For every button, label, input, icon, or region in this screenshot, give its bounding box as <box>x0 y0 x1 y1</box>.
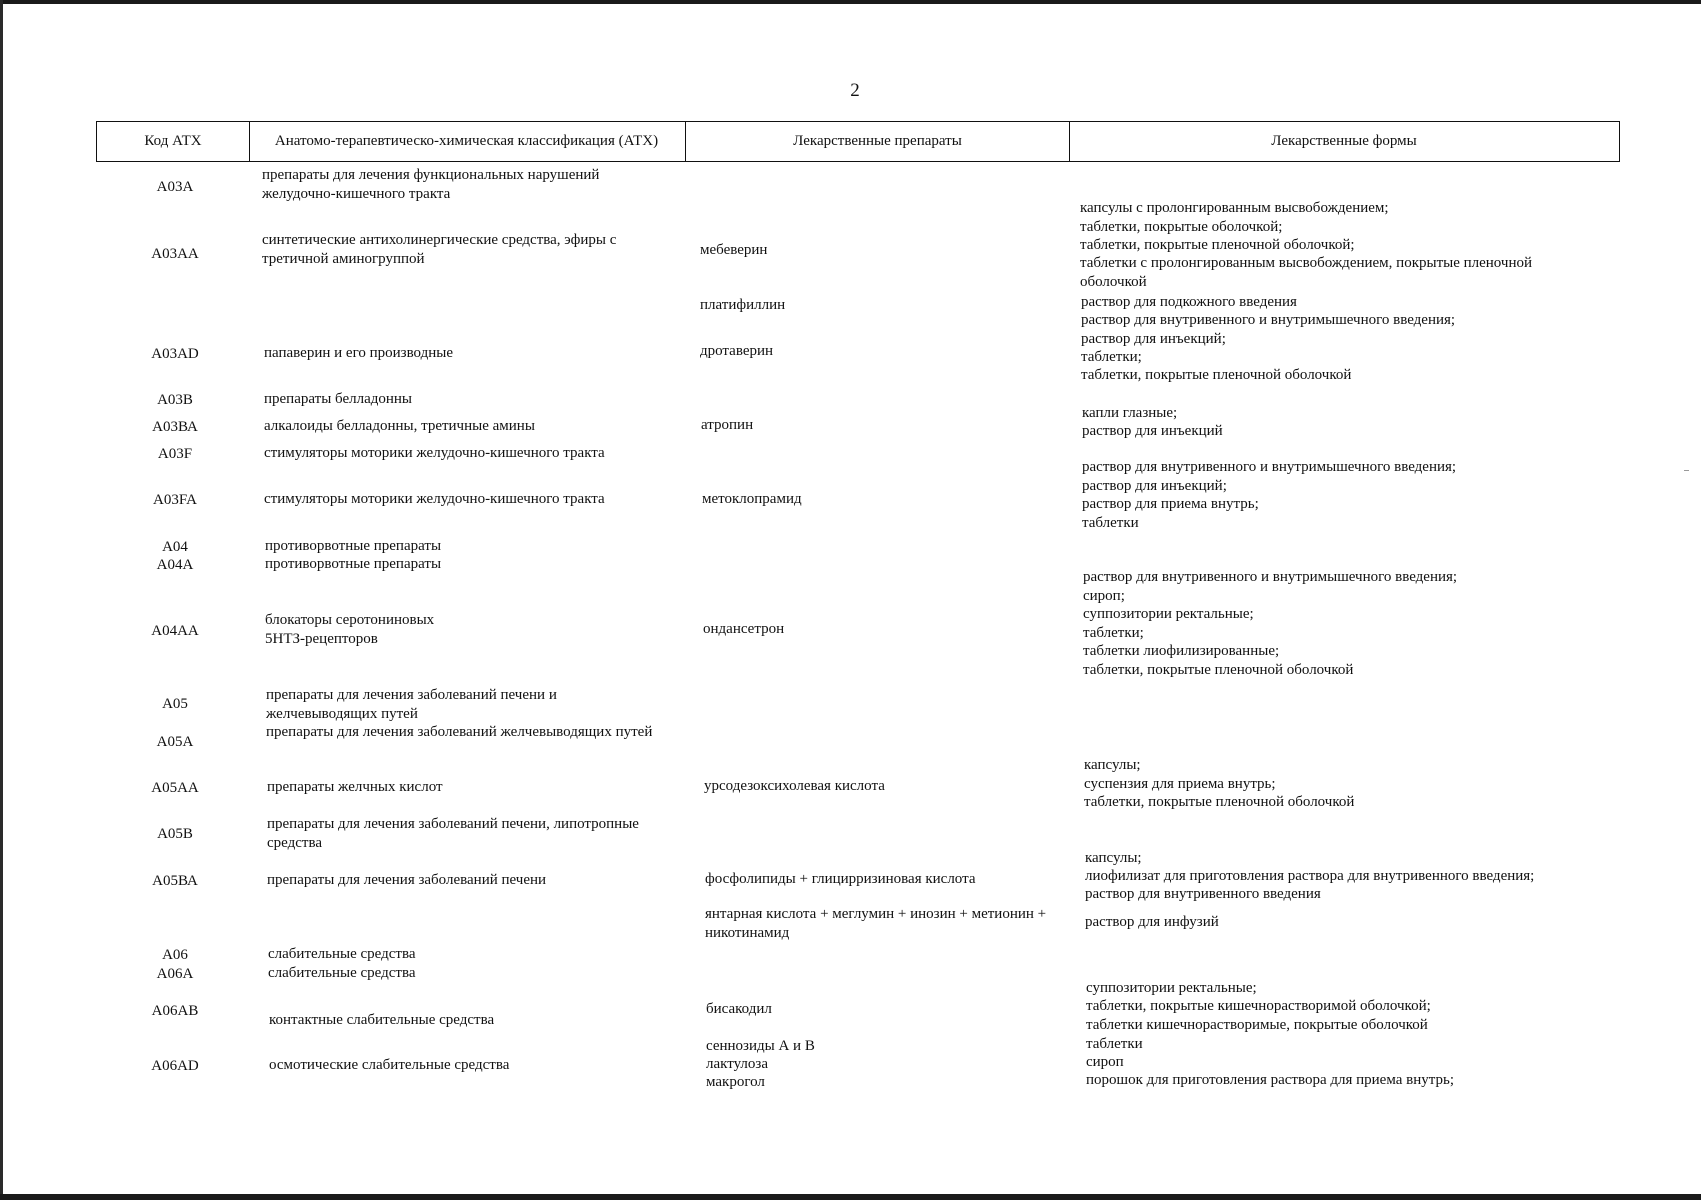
dosage-form: лиофилизат для приготовления раствора для внутривенного введения; <box>1085 868 1535 884</box>
atc-code: А03АА <box>151 246 199 262</box>
scan-border-top <box>0 0 1701 4</box>
atc-classification: препараты для лечения заболеваний печени <box>267 872 547 888</box>
atc-classification: синтетические антихолинергические средства, эфиры с третичной аминогруппой <box>262 232 617 267</box>
scan-speck <box>1684 470 1689 471</box>
dosage-form: раствор для инъекций; <box>1082 478 1227 494</box>
atc-classification: слабительные средства <box>268 965 416 981</box>
atc-code: А03AD <box>151 346 199 362</box>
dosage-form: суппозитории ректальные; <box>1086 980 1257 996</box>
atc-classification: противорвотные препараты <box>265 538 442 554</box>
atc-code: А05В <box>157 826 193 842</box>
dosage-form: раствор для инъекций; <box>1081 331 1226 347</box>
dosage-form: таблетки <box>1086 1036 1143 1052</box>
atc-classification: препараты для лечения заболеваний печени и желчевыводящих путей <box>266 687 557 722</box>
atc-code: А05А <box>156 734 194 750</box>
dosage-form: таблетки, покрытые пленочной оболочкой <box>1081 367 1352 383</box>
atc-classification: препараты для лечения функциональных нарушений желудочно-кишечного тракта <box>262 167 600 202</box>
atc-code: A06AD <box>151 1058 199 1074</box>
atc-code: А03ВА <box>152 419 198 435</box>
drug-name: ондансетрон <box>703 621 785 637</box>
drug-name: метоклопрамид <box>702 491 802 507</box>
drug-name: атропин <box>701 417 754 433</box>
dosage-form: раствор для внутривенного и внутримышечного введения; <box>1081 312 1456 328</box>
atc-code: А05АА <box>151 780 199 796</box>
dosage-form: раствор для инфузий <box>1085 914 1219 930</box>
scan-border-bottom <box>0 1194 1701 1200</box>
page-number: 2 <box>850 80 860 101</box>
dosage-form: таблетки, покрытые пленочной оболочкой <box>1083 662 1354 678</box>
dosage-form: сироп; <box>1083 588 1125 604</box>
drug-name: сеннозиды А и В <box>706 1038 815 1054</box>
atc-code: А06 <box>162 947 188 963</box>
drug-name: янтарная кислота + меглумин + инозин + метионин + никотинамид <box>705 906 1047 941</box>
dosage-form: таблетки с пролонгированным высвобождением, покрытые пленочной оболочкой <box>1080 255 1533 290</box>
dosage-form: раствор для подкожного введения <box>1081 294 1297 310</box>
drug-name: платифиллин <box>700 297 786 313</box>
atc-code: A03F <box>157 446 193 462</box>
scan-border-left <box>0 0 3 1200</box>
header-drugs: Лекарственные препараты <box>686 121 1070 162</box>
drug-name: макрогол <box>706 1074 765 1090</box>
atc-classification: препараты белладонны <box>264 391 413 407</box>
table-header <box>96 121 1620 164</box>
dosage-form: таблетки; <box>1083 625 1144 641</box>
drug-name: урсодезоксихолевая кислота <box>704 778 885 794</box>
atc-code: А06А <box>156 966 194 982</box>
atc-classification: слабительные средства <box>268 946 416 962</box>
dosage-form: раствор для внутривенного и внутримышечного введения; <box>1082 459 1457 475</box>
dosage-form: раствор для внутривенного введения <box>1085 886 1321 902</box>
dosage-form: капли глазные; <box>1082 405 1178 421</box>
atc-code: А03А <box>156 179 194 195</box>
dosage-form: таблетки, покрытые оболочкой; <box>1080 219 1283 235</box>
header-forms: Лекарственные формы <box>1069 121 1620 162</box>
header-classification: Анатомо-терапевтическо-химическая классификация (АТХ) <box>248 121 686 162</box>
atc-classification: блокаторы серотониновых 5НТЗ-рецепторов <box>265 612 435 647</box>
drug-name: дротаверин <box>700 343 774 359</box>
atc-classification: препараты для лечения заболеваний печени, липотропные средства <box>267 816 639 851</box>
drug-name: бисакодил <box>706 1001 772 1017</box>
dosage-form: суспензия для приема внутрь; <box>1084 776 1276 792</box>
atc-classification: противорвотные препараты <box>265 556 442 572</box>
dosage-form: таблетки лиофилизированные; <box>1083 643 1280 659</box>
dosage-form: капсулы; <box>1084 757 1141 773</box>
dosage-form: раствор для внутривенного и внутримышечного введения; <box>1083 569 1458 585</box>
atc-code: А04АА <box>151 623 199 639</box>
dosage-form: таблетки <box>1082 515 1139 531</box>
atc-classification: препараты для лечения заболеваний желчевыводящих путей <box>266 724 653 740</box>
dosage-form: капсулы с пролонгированным высвобождением; <box>1080 200 1389 216</box>
dosage-form: сироп <box>1086 1054 1124 1070</box>
atc-code: А04А <box>156 557 194 573</box>
drug-name: фосфолипиды + глицирризиновая кислота <box>705 871 976 887</box>
drug-name: лактулоза <box>706 1056 768 1072</box>
atc-code: А05ВА <box>152 873 198 889</box>
dosage-form: таблетки, покрытые пленочной оболочкой <box>1084 794 1355 810</box>
atc-classification: стимуляторы моторики желудочно-кишечного тракта <box>264 445 605 461</box>
dosage-form: порошок для приготовления раствора для приема внутрь; <box>1086 1072 1454 1088</box>
atc-classification: стимуляторы моторики желудочно-кишечного тракта <box>264 491 605 507</box>
dosage-form: раствор для приема внутрь; <box>1082 496 1259 512</box>
drug-name: мебеверин <box>700 242 768 258</box>
dosage-form: раствор для инъекций <box>1082 423 1223 439</box>
atc-code: А04 <box>162 539 188 555</box>
atc-code: А03В <box>157 392 193 408</box>
atc-classification: контактные слабительные средства <box>269 1012 495 1028</box>
atc-classification: папаверин и его производные <box>264 345 454 361</box>
dosage-form: капсулы; <box>1085 850 1142 866</box>
atc-classification: осмотические слабительные средства <box>269 1057 510 1073</box>
atc-classification: алкалоиды белладонны, третичные амины <box>264 418 535 434</box>
dosage-form: таблетки, покрытые кишечнорастворимой оболочкой; <box>1086 998 1431 1014</box>
dosage-form: суппозитории ректальные; <box>1083 606 1254 622</box>
atc-classification: препараты желчных кислот <box>267 779 443 795</box>
header-code: Код АТХ <box>96 121 250 162</box>
dosage-form: таблетки кишечнорастворимые, покрытые оболочкой <box>1086 1017 1428 1033</box>
atc-code: А06АВ <box>151 1003 199 1019</box>
atc-code: А05 <box>162 696 188 712</box>
atc-code: A03FA <box>153 492 197 508</box>
dosage-form: таблетки; <box>1081 349 1142 365</box>
dosage-form: таблетки, покрытые пленочной оболочкой; <box>1080 237 1355 253</box>
